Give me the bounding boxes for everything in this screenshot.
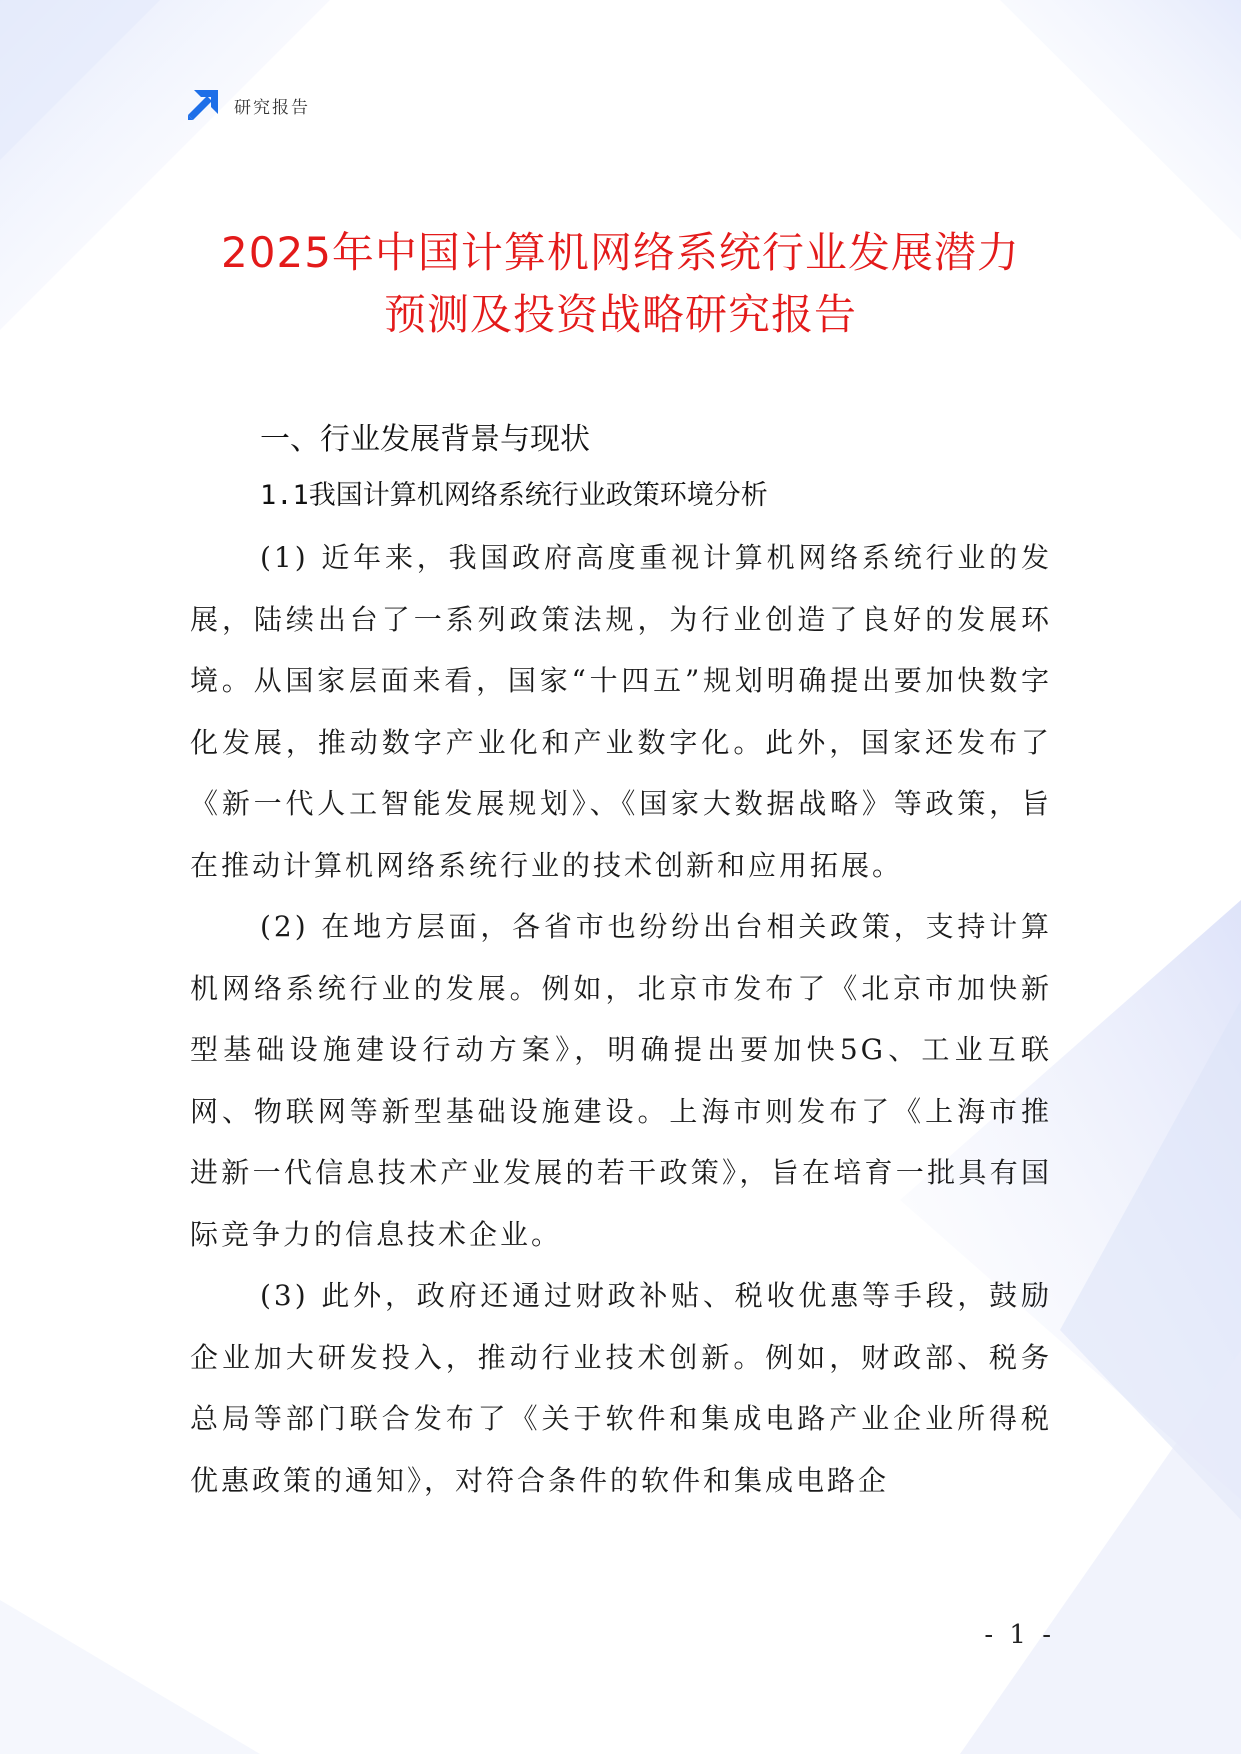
paragraph-3: (3) 此外，政府还通过财政补贴、税收优惠等手段，鼓励企业加大研发投入，推动行业技术创新。例如，财政部、税务总局等部门联合发布了《关于软件和集成电路产业企业所得税优惠政策的通知》，对符合条件的软件和集成电路企	[190, 1279, 1052, 1497]
document-body	[190, 415, 1052, 1511]
section-heading: 一、行业发展背景与现状	[260, 422, 590, 457]
paragraph-1: (1) 近年来，我国政府高度重视计算机网络系统行业的发展，陆续出台了一系列政策法规，为行业创造了良好的发展环境。从国家层面来看，国家“十四五”规划明确提出要加快数字化发展，推动数字产业化和产业数字化。此外，国家还发布了《新一代人工智能发展规划》、《国家大数据战略》等政策，旨在推动计算机网络系统行业的技术创新和应用拓展。	[190, 541, 1052, 882]
arrow-up-right-icon	[186, 88, 220, 122]
report-header	[186, 88, 310, 122]
document-title	[0, 222, 1241, 346]
section-subheading: 1.1我国计算机网络系统行业政策环境分析	[260, 480, 768, 511]
paragraph-2: (2) 在地方层面，各省市也纷纷出台相关政策，支持计算机网络系统行业的发展。例如，北京市发布了《北京市加快新型基础设施建设行动方案》，明确提出要加快5G、工业互联网、物联网等新型基础设施建设。上海市则发布了《上海市推进新一代信息技术产业发展的若干政策》，旨在培育一批具有国际竞争力的信息技术企业。	[190, 910, 1052, 1251]
title-line-1: 2025年中国计算机网络系统行业发展潜力	[221, 228, 1020, 277]
header-label: 研究报告	[234, 97, 310, 118]
page-number: - 1 -	[984, 1620, 1055, 1650]
title-line-2: 预测及投资战略研究报告	[383, 290, 857, 339]
